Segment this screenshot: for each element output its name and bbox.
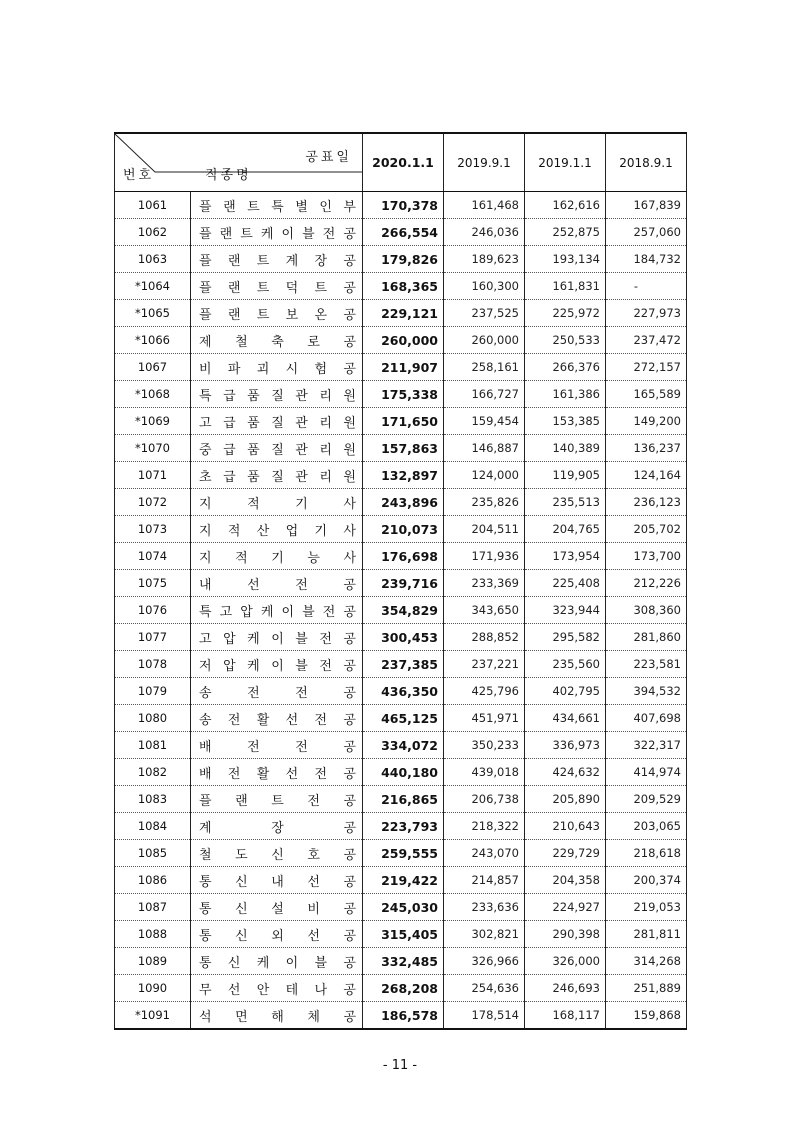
- wage-2019-1-cell: 225,972: [525, 300, 606, 327]
- wage-2019-1-cell: 225,408: [525, 570, 606, 597]
- header-number-label: 번호: [123, 168, 155, 183]
- wage-2019-1-cell: 204,765: [525, 516, 606, 543]
- wage-2019-9-cell: 288,852: [444, 624, 525, 651]
- job-number-cell: *1068: [115, 381, 191, 408]
- job-name-cell: [191, 948, 363, 975]
- wage-2019-9-cell: 206,738: [444, 786, 525, 813]
- wage-2018-9-cell: 407,698: [606, 705, 687, 732]
- job-number-cell: *1065: [115, 300, 191, 327]
- job-name-cell: [191, 975, 363, 1002]
- wage-2020-1-cell: 315,405: [363, 921, 444, 948]
- job-name: 제 철 축 로 공: [199, 334, 356, 350]
- wage-2018-9-cell: 124,164: [606, 462, 687, 489]
- wage-2018-9-cell: 227,973: [606, 300, 687, 327]
- job-name: 고 급 품 질 관 리 원: [199, 415, 356, 431]
- wage-2019-1-cell: 295,582: [525, 624, 606, 651]
- job-name-cell: [191, 381, 363, 408]
- wage-2018-9-cell: 167,839: [606, 192, 687, 219]
- table-row: [115, 705, 687, 732]
- column-header-2020-1: 2020.1.1: [363, 133, 444, 192]
- table-row: [115, 489, 687, 516]
- table-row: [115, 219, 687, 246]
- job-name: 배 전 활 선 전 공: [199, 766, 356, 782]
- column-header-2019-1: 2019.1.1: [525, 133, 606, 192]
- job-name-cell: [191, 192, 363, 219]
- wage-2019-1-cell: 290,398: [525, 921, 606, 948]
- job-name-cell: [191, 597, 363, 624]
- header-corner-cell: [115, 133, 363, 192]
- job-name-cell: [191, 759, 363, 786]
- job-name-cell: [191, 462, 363, 489]
- job-name-cell: [191, 327, 363, 354]
- table-row: [115, 516, 687, 543]
- wage-2019-1-cell: 323,944: [525, 597, 606, 624]
- job-name-cell: [191, 516, 363, 543]
- job-name-cell: [191, 813, 363, 840]
- job-number-cell: *1070: [115, 435, 191, 462]
- wage-2018-9-cell: 165,589: [606, 381, 687, 408]
- wage-2018-9-cell: 209,529: [606, 786, 687, 813]
- job-name: 철 도 신 호 공: [199, 847, 356, 863]
- job-name: 저 압 케 이 블 전 공: [199, 658, 356, 674]
- job-number-cell: 1076: [115, 597, 191, 624]
- job-name-cell: [191, 300, 363, 327]
- wage-2020-1-cell: 436,350: [363, 678, 444, 705]
- job-name-cell: [191, 840, 363, 867]
- wage-2019-9-cell: 178,514: [444, 1002, 525, 1030]
- job-name-cell: [191, 921, 363, 948]
- job-name: 지 적 기 사: [199, 496, 356, 512]
- job-name-cell: [191, 219, 363, 246]
- table-row: [115, 948, 687, 975]
- column-header-2018-9: 2018.9.1: [606, 133, 687, 192]
- wage-2019-1-cell: 193,134: [525, 246, 606, 273]
- job-name-cell: [191, 1002, 363, 1030]
- wage-2019-9-cell: 350,233: [444, 732, 525, 759]
- wage-2020-1-cell: 300,453: [363, 624, 444, 651]
- table-row: [115, 651, 687, 678]
- wage-2019-9-cell: 204,511: [444, 516, 525, 543]
- wage-2020-1-cell: 179,826: [363, 246, 444, 273]
- job-name: 특 급 품 질 관 리 원: [199, 388, 356, 404]
- job-name: 고 압 케 이 블 전 공: [199, 631, 356, 647]
- job-name: 플 랜 트 계 장 공: [199, 253, 356, 269]
- job-name: 플 랜 트 덕 트 공: [199, 280, 356, 296]
- header-announce-date-label: 공표일: [305, 150, 352, 165]
- table-row: [115, 597, 687, 624]
- job-name-cell: [191, 489, 363, 516]
- table-row: [115, 840, 687, 867]
- wage-2019-1-cell: 224,927: [525, 894, 606, 921]
- job-number-cell: 1074: [115, 543, 191, 570]
- wage-2020-1-cell: 223,793: [363, 813, 444, 840]
- table-row: [115, 246, 687, 273]
- job-name-cell: [191, 408, 363, 435]
- wage-table: [114, 132, 687, 1030]
- job-number-cell: *1064: [115, 273, 191, 300]
- wage-2020-1-cell: 157,863: [363, 435, 444, 462]
- wage-2018-9-cell: 159,868: [606, 1002, 687, 1030]
- table-row: [115, 921, 687, 948]
- job-number-cell: 1084: [115, 813, 191, 840]
- wage-2019-9-cell: 343,650: [444, 597, 525, 624]
- wage-2020-1-cell: 229,121: [363, 300, 444, 327]
- column-header-2019-9: 2019.9.1: [444, 133, 525, 192]
- job-number-cell: *1069: [115, 408, 191, 435]
- table-row: [115, 732, 687, 759]
- wage-2019-1-cell: 153,385: [525, 408, 606, 435]
- table-row: [115, 462, 687, 489]
- job-number-cell: 1083: [115, 786, 191, 813]
- wage-2018-9-cell: 223,581: [606, 651, 687, 678]
- wage-2019-9-cell: 254,636: [444, 975, 525, 1002]
- wage-2019-1-cell: 173,954: [525, 543, 606, 570]
- wage-2019-1-cell: 246,693: [525, 975, 606, 1002]
- wage-2019-9-cell: 237,221: [444, 651, 525, 678]
- job-name-cell: [191, 651, 363, 678]
- job-name: 플 랜 트 특 별 인 부: [199, 199, 356, 215]
- wage-2018-9-cell: 414,974: [606, 759, 687, 786]
- wage-2019-1-cell: 229,729: [525, 840, 606, 867]
- job-number-cell: *1091: [115, 1002, 191, 1030]
- job-name: 통 신 설 비 공: [199, 901, 356, 917]
- job-number-cell: *1066: [115, 327, 191, 354]
- wage-2019-9-cell: 124,000: [444, 462, 525, 489]
- table-row: [115, 354, 687, 381]
- table-row: [115, 381, 687, 408]
- wage-2019-9-cell: 243,070: [444, 840, 525, 867]
- wage-2018-9-cell: 200,374: [606, 867, 687, 894]
- job-name: 플 랜 트 전 공: [199, 793, 356, 809]
- table-row: [115, 759, 687, 786]
- job-name-cell: [191, 273, 363, 300]
- wage-2019-1-cell: 250,533: [525, 327, 606, 354]
- job-name-cell: [191, 570, 363, 597]
- wage-2019-9-cell: 189,623: [444, 246, 525, 273]
- job-number-cell: 1075: [115, 570, 191, 597]
- table-row: [115, 300, 687, 327]
- wage-2019-9-cell: 302,821: [444, 921, 525, 948]
- wage-2019-9-cell: 146,887: [444, 435, 525, 462]
- wage-2018-9-cell: 237,472: [606, 327, 687, 354]
- wage-2019-1-cell: 161,831: [525, 273, 606, 300]
- wage-2019-1-cell: 266,376: [525, 354, 606, 381]
- table-row: [115, 678, 687, 705]
- table-row: [115, 867, 687, 894]
- wage-2018-9-cell: 251,889: [606, 975, 687, 1002]
- wage-2018-9-cell: 184,732: [606, 246, 687, 273]
- job-name: 중 급 품 질 관 리 원: [199, 442, 356, 458]
- wage-2020-1-cell: 237,385: [363, 651, 444, 678]
- job-name: 계 장 공: [199, 820, 356, 836]
- job-name-cell: [191, 867, 363, 894]
- table-row: [115, 1002, 687, 1030]
- table-row: [115, 894, 687, 921]
- wage-2019-1-cell: 434,661: [525, 705, 606, 732]
- wage-2019-9-cell: 218,322: [444, 813, 525, 840]
- wage-2020-1-cell: 334,072: [363, 732, 444, 759]
- job-name: 내 선 전 공: [199, 577, 356, 593]
- wage-2018-9-cell: 394,532: [606, 678, 687, 705]
- table-row: [115, 570, 687, 597]
- job-number-cell: 1071: [115, 462, 191, 489]
- job-number-cell: 1090: [115, 975, 191, 1002]
- wage-2019-1-cell: 119,905: [525, 462, 606, 489]
- wage-2019-9-cell: 161,468: [444, 192, 525, 219]
- wage-2019-9-cell: 171,936: [444, 543, 525, 570]
- job-number-cell: 1080: [115, 705, 191, 732]
- job-number-cell: 1073: [115, 516, 191, 543]
- wage-2018-9-cell: 322,317: [606, 732, 687, 759]
- wage-2019-9-cell: 237,525: [444, 300, 525, 327]
- wage-2019-1-cell: 235,560: [525, 651, 606, 678]
- wage-2018-9-cell: 219,053: [606, 894, 687, 921]
- wage-2018-9-cell: 257,060: [606, 219, 687, 246]
- wage-2020-1-cell: 239,716: [363, 570, 444, 597]
- wage-2020-1-cell: 245,030: [363, 894, 444, 921]
- wage-2018-9-cell: 308,360: [606, 597, 687, 624]
- wage-2020-1-cell: 132,897: [363, 462, 444, 489]
- wage-2018-9-cell: 281,811: [606, 921, 687, 948]
- job-name: 플 랜 트 케 이 블 전 공: [199, 226, 356, 242]
- job-number-cell: 1081: [115, 732, 191, 759]
- wage-2020-1-cell: 243,896: [363, 489, 444, 516]
- wage-2019-9-cell: 235,826: [444, 489, 525, 516]
- table-row: [115, 408, 687, 435]
- job-number-cell: 1078: [115, 651, 191, 678]
- wage-2019-9-cell: 166,727: [444, 381, 525, 408]
- job-name: 통 신 케 이 블 공: [199, 955, 356, 971]
- wage-2020-1-cell: 170,378: [363, 192, 444, 219]
- wage-2019-9-cell: 159,454: [444, 408, 525, 435]
- header-row: [115, 133, 687, 192]
- job-number-cell: 1088: [115, 921, 191, 948]
- table-row: [115, 327, 687, 354]
- job-name-cell: [191, 786, 363, 813]
- job-name-cell: [191, 354, 363, 381]
- job-name: 송 전 전 공: [199, 685, 356, 701]
- job-number-cell: 1061: [115, 192, 191, 219]
- job-number-cell: 1063: [115, 246, 191, 273]
- wage-2019-1-cell: 168,117: [525, 1002, 606, 1030]
- wage-2020-1-cell: 168,365: [363, 273, 444, 300]
- wage-2019-1-cell: 204,358: [525, 867, 606, 894]
- wage-2019-1-cell: 235,513: [525, 489, 606, 516]
- wage-2019-9-cell: 326,966: [444, 948, 525, 975]
- job-number-cell: 1079: [115, 678, 191, 705]
- wage-2018-9-cell: 236,123: [606, 489, 687, 516]
- job-number-cell: 1089: [115, 948, 191, 975]
- wage-2020-1-cell: 171,650: [363, 408, 444, 435]
- job-number-cell: 1085: [115, 840, 191, 867]
- wage-2019-9-cell: 246,036: [444, 219, 525, 246]
- wage-2020-1-cell: 354,829: [363, 597, 444, 624]
- job-name: 배 전 전 공: [199, 739, 356, 755]
- job-name-cell: [191, 246, 363, 273]
- wage-2019-9-cell: 258,161: [444, 354, 525, 381]
- wage-2020-1-cell: 260,000: [363, 327, 444, 354]
- wage-2020-1-cell: 266,554: [363, 219, 444, 246]
- job-name: 지 적 산 업 기 사: [199, 523, 356, 539]
- wage-2019-9-cell: 233,636: [444, 894, 525, 921]
- job-name: 초 급 품 질 관 리 원: [199, 469, 356, 485]
- table-row: [115, 435, 687, 462]
- wage-2020-1-cell: 332,485: [363, 948, 444, 975]
- wage-2018-9-cell: 212,226: [606, 570, 687, 597]
- wage-2018-9-cell: 272,157: [606, 354, 687, 381]
- job-number-cell: 1086: [115, 867, 191, 894]
- job-name: 석 면 해 체 공: [199, 1009, 356, 1025]
- table-row: [115, 192, 687, 219]
- table-row: [115, 273, 687, 300]
- table-row: [115, 624, 687, 651]
- wage-2018-9-cell: 218,618: [606, 840, 687, 867]
- wage-2018-9-cell: 281,860: [606, 624, 687, 651]
- job-name: 무 선 안 테 나 공: [199, 982, 356, 998]
- job-name: 지 적 기 능 사: [199, 550, 356, 566]
- wage-2019-9-cell: 260,000: [444, 327, 525, 354]
- wage-2019-9-cell: 160,300: [444, 273, 525, 300]
- wage-2019-1-cell: 162,616: [525, 192, 606, 219]
- header-job-name-label: 직종명: [205, 168, 252, 183]
- job-number-cell: 1067: [115, 354, 191, 381]
- job-name-cell: [191, 732, 363, 759]
- wage-2020-1-cell: 211,907: [363, 354, 444, 381]
- table-row: [115, 786, 687, 813]
- wage-2018-9-cell: 314,268: [606, 948, 687, 975]
- wage-2020-1-cell: 175,338: [363, 381, 444, 408]
- job-name-cell: [191, 894, 363, 921]
- wage-2019-9-cell: 233,369: [444, 570, 525, 597]
- job-number-cell: 1082: [115, 759, 191, 786]
- wage-2019-9-cell: 451,971: [444, 705, 525, 732]
- wage-2019-1-cell: 424,632: [525, 759, 606, 786]
- job-number-cell: 1072: [115, 489, 191, 516]
- job-name-cell: [191, 678, 363, 705]
- wage-2019-1-cell: 205,890: [525, 786, 606, 813]
- wage-2020-1-cell: 186,578: [363, 1002, 444, 1030]
- job-name: 송 전 활 선 전 공: [199, 712, 356, 728]
- wage-2018-9-cell: -: [606, 273, 687, 300]
- job-name-cell: [191, 705, 363, 732]
- wage-2020-1-cell: 465,125: [363, 705, 444, 732]
- job-name-cell: [191, 624, 363, 651]
- wage-2018-9-cell: 149,200: [606, 408, 687, 435]
- job-name: 통 신 내 선 공: [199, 874, 356, 890]
- wage-2019-1-cell: 161,386: [525, 381, 606, 408]
- job-number-cell: 1062: [115, 219, 191, 246]
- job-name: 통 신 외 선 공: [199, 928, 356, 944]
- job-name: 비 파 괴 시 험 공: [199, 361, 356, 377]
- table-row: [115, 813, 687, 840]
- wage-2018-9-cell: 205,702: [606, 516, 687, 543]
- page-number: - 11 -: [382, 1058, 418, 1073]
- wage-2019-1-cell: 336,973: [525, 732, 606, 759]
- wage-2018-9-cell: 173,700: [606, 543, 687, 570]
- wage-2019-1-cell: 402,795: [525, 678, 606, 705]
- wage-2019-1-cell: 140,389: [525, 435, 606, 462]
- wage-2020-1-cell: 219,422: [363, 867, 444, 894]
- wage-2020-1-cell: 440,180: [363, 759, 444, 786]
- job-name-cell: [191, 543, 363, 570]
- wage-2019-1-cell: 326,000: [525, 948, 606, 975]
- job-number-cell: 1077: [115, 624, 191, 651]
- job-number-cell: 1087: [115, 894, 191, 921]
- job-name: 플 랜 트 보 온 공: [199, 307, 356, 323]
- wage-2019-9-cell: 214,857: [444, 867, 525, 894]
- wage-2019-1-cell: 252,875: [525, 219, 606, 246]
- wage-2020-1-cell: 210,073: [363, 516, 444, 543]
- wage-2019-9-cell: 425,796: [444, 678, 525, 705]
- job-name: 특 고 압 케 이 블 전 공: [199, 604, 356, 620]
- wage-2020-1-cell: 268,208: [363, 975, 444, 1002]
- wage-2020-1-cell: 216,865: [363, 786, 444, 813]
- wage-2020-1-cell: 259,555: [363, 840, 444, 867]
- wage-2018-9-cell: 203,065: [606, 813, 687, 840]
- job-name-cell: [191, 435, 363, 462]
- wage-2018-9-cell: 136,237: [606, 435, 687, 462]
- table-row: [115, 543, 687, 570]
- wage-2019-9-cell: 439,018: [444, 759, 525, 786]
- table-row: [115, 975, 687, 1002]
- wage-2020-1-cell: 176,698: [363, 543, 444, 570]
- wage-2019-1-cell: 210,643: [525, 813, 606, 840]
